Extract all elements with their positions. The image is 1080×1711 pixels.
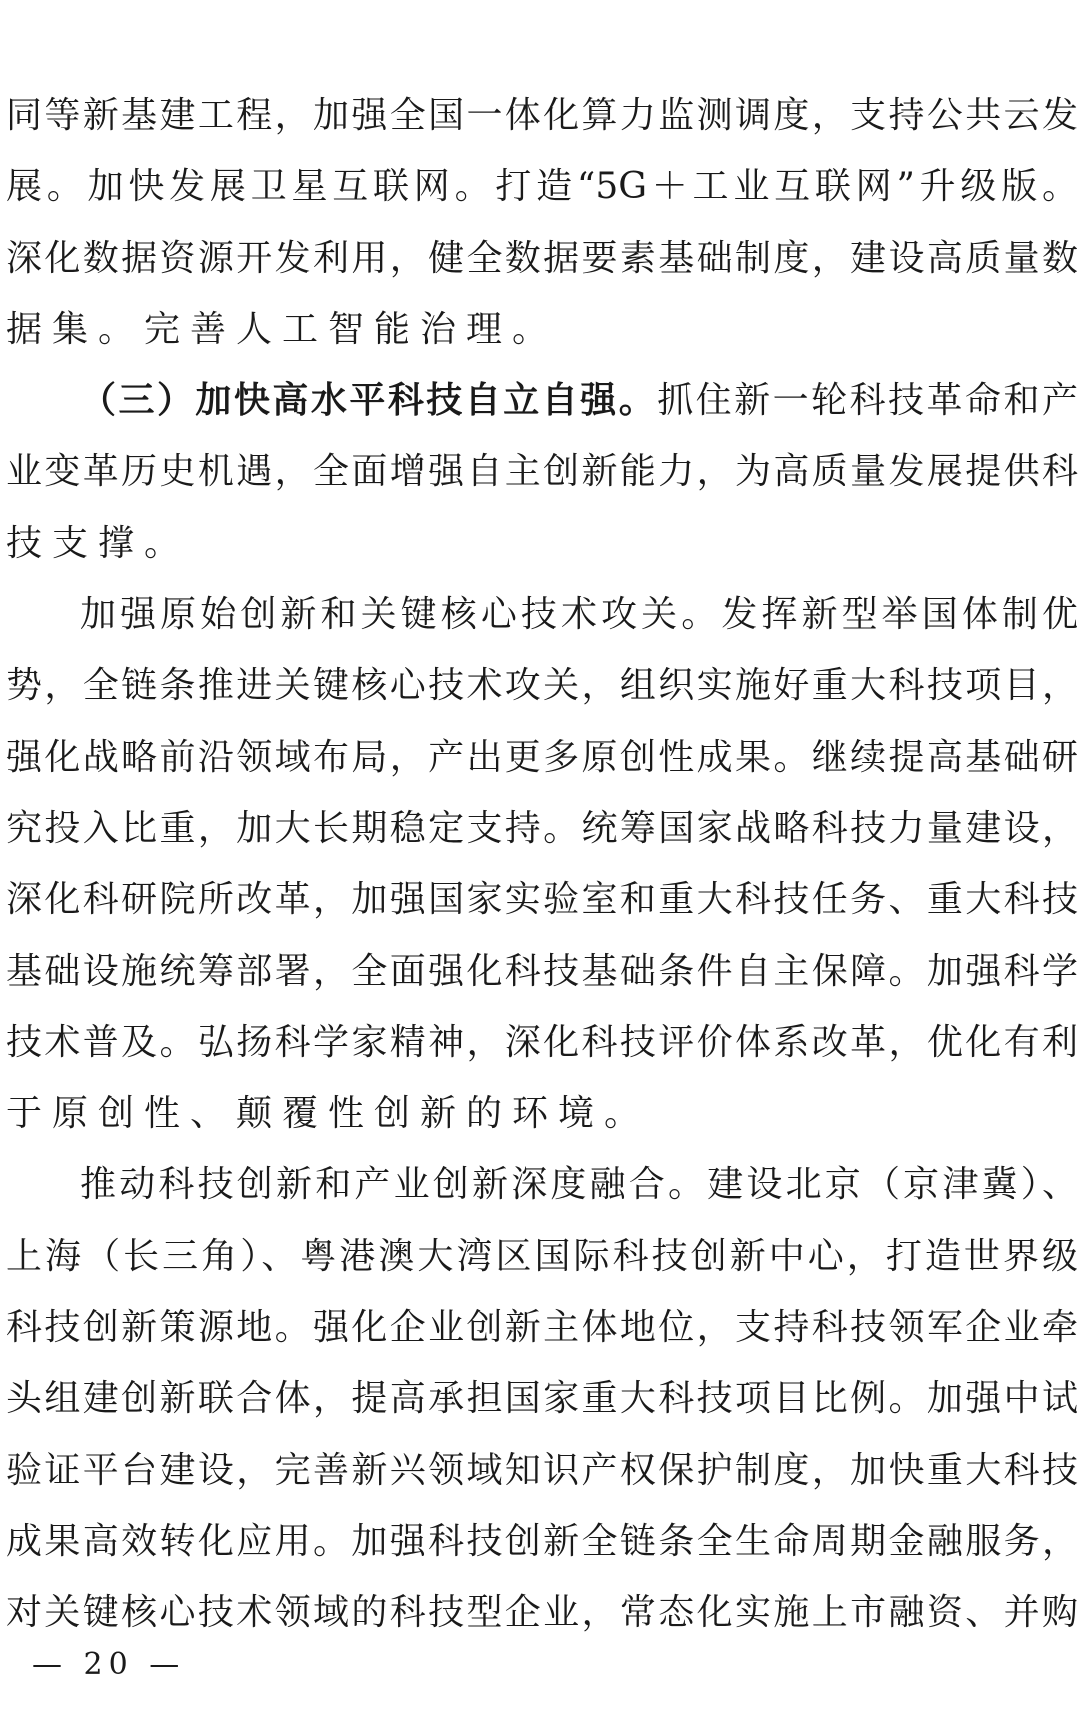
text-line: 据集。完善人工智能治理。 bbox=[6, 308, 559, 350]
text-line: 基础设施统筹部署，全面强化科技基础条件自主保障。加强科学 bbox=[6, 950, 1078, 992]
text-line: 技术普及。弘扬科学家精神，深化科技评价体系改革，优化有利 bbox=[6, 1021, 1078, 1063]
section-heading-line bbox=[0, 365, 1080, 436]
text-line: 深化数据资源开发利用，健全数据要素基础制度，建设高质量数 bbox=[6, 237, 1078, 279]
text-line: 强化战略前沿领域布局，产出更多原创性成果。继续提高基础研 bbox=[6, 736, 1078, 778]
page-number: — 20 — bbox=[32, 1647, 186, 1682]
text-line: 加强原始创新和关键核心技术攻关。发挥新型举国体制优 bbox=[80, 594, 1078, 636]
text-line: 头组建创新联合体，提高承担国家重大科技项目比例。加强中试 bbox=[6, 1378, 1078, 1420]
text-line: 对关键核心技术领域的科技型企业，常态化实施上市融资、并购 bbox=[6, 1592, 1078, 1634]
text-line: 于原创性、颠覆性创新的环境。 bbox=[6, 1093, 651, 1135]
section-heading: （三）加快高水平科技自立自强。 bbox=[80, 379, 658, 422]
text-line: 同等新基建工程，加强全国一体化算力监测调度，支持公共云发 bbox=[6, 95, 1078, 136]
text-line: 验证平台建设，完善新兴领域知识产权保护制度，加快重大科技 bbox=[6, 1449, 1078, 1491]
text-line: 究投入比重，加大长期稳定支持。统筹国家战略科技力量建设， bbox=[6, 807, 1078, 849]
text-line: 势，全链条推进关键核心技术攻关，组织实施好重大科技项目， bbox=[6, 665, 1078, 707]
text-line: 推动科技创新和产业创新深度融合。建设北京（京津冀）、 bbox=[80, 1164, 1078, 1206]
text-line: 上海（长三角）、粤港澳大湾区国际科技创新中心，打造世界级 bbox=[6, 1235, 1078, 1277]
body-text bbox=[0, 80, 1080, 1649]
text-line: 深化科研院所改革，加强国家实验室和重大科技任务、重大科技 bbox=[6, 879, 1078, 921]
text-line: 技支撑。 bbox=[6, 522, 191, 564]
text-line: 科技创新策源地。强化企业创新主体地位，支持科技领军企业牵 bbox=[6, 1307, 1078, 1349]
section-heading-rest: 抓住新一轮科技革命和产 bbox=[657, 380, 1078, 422]
text-line: 展。加快发展卫星互联网。打造“5G＋工业互联网”升级版。 bbox=[6, 166, 1078, 208]
text-line: 成果高效转化应用。加强科技创新全链条全生命周期金融服务， bbox=[6, 1520, 1078, 1562]
text-line: 业变革历史机遇，全面增强自主创新能力，为高质量发展提供科 bbox=[6, 451, 1078, 493]
